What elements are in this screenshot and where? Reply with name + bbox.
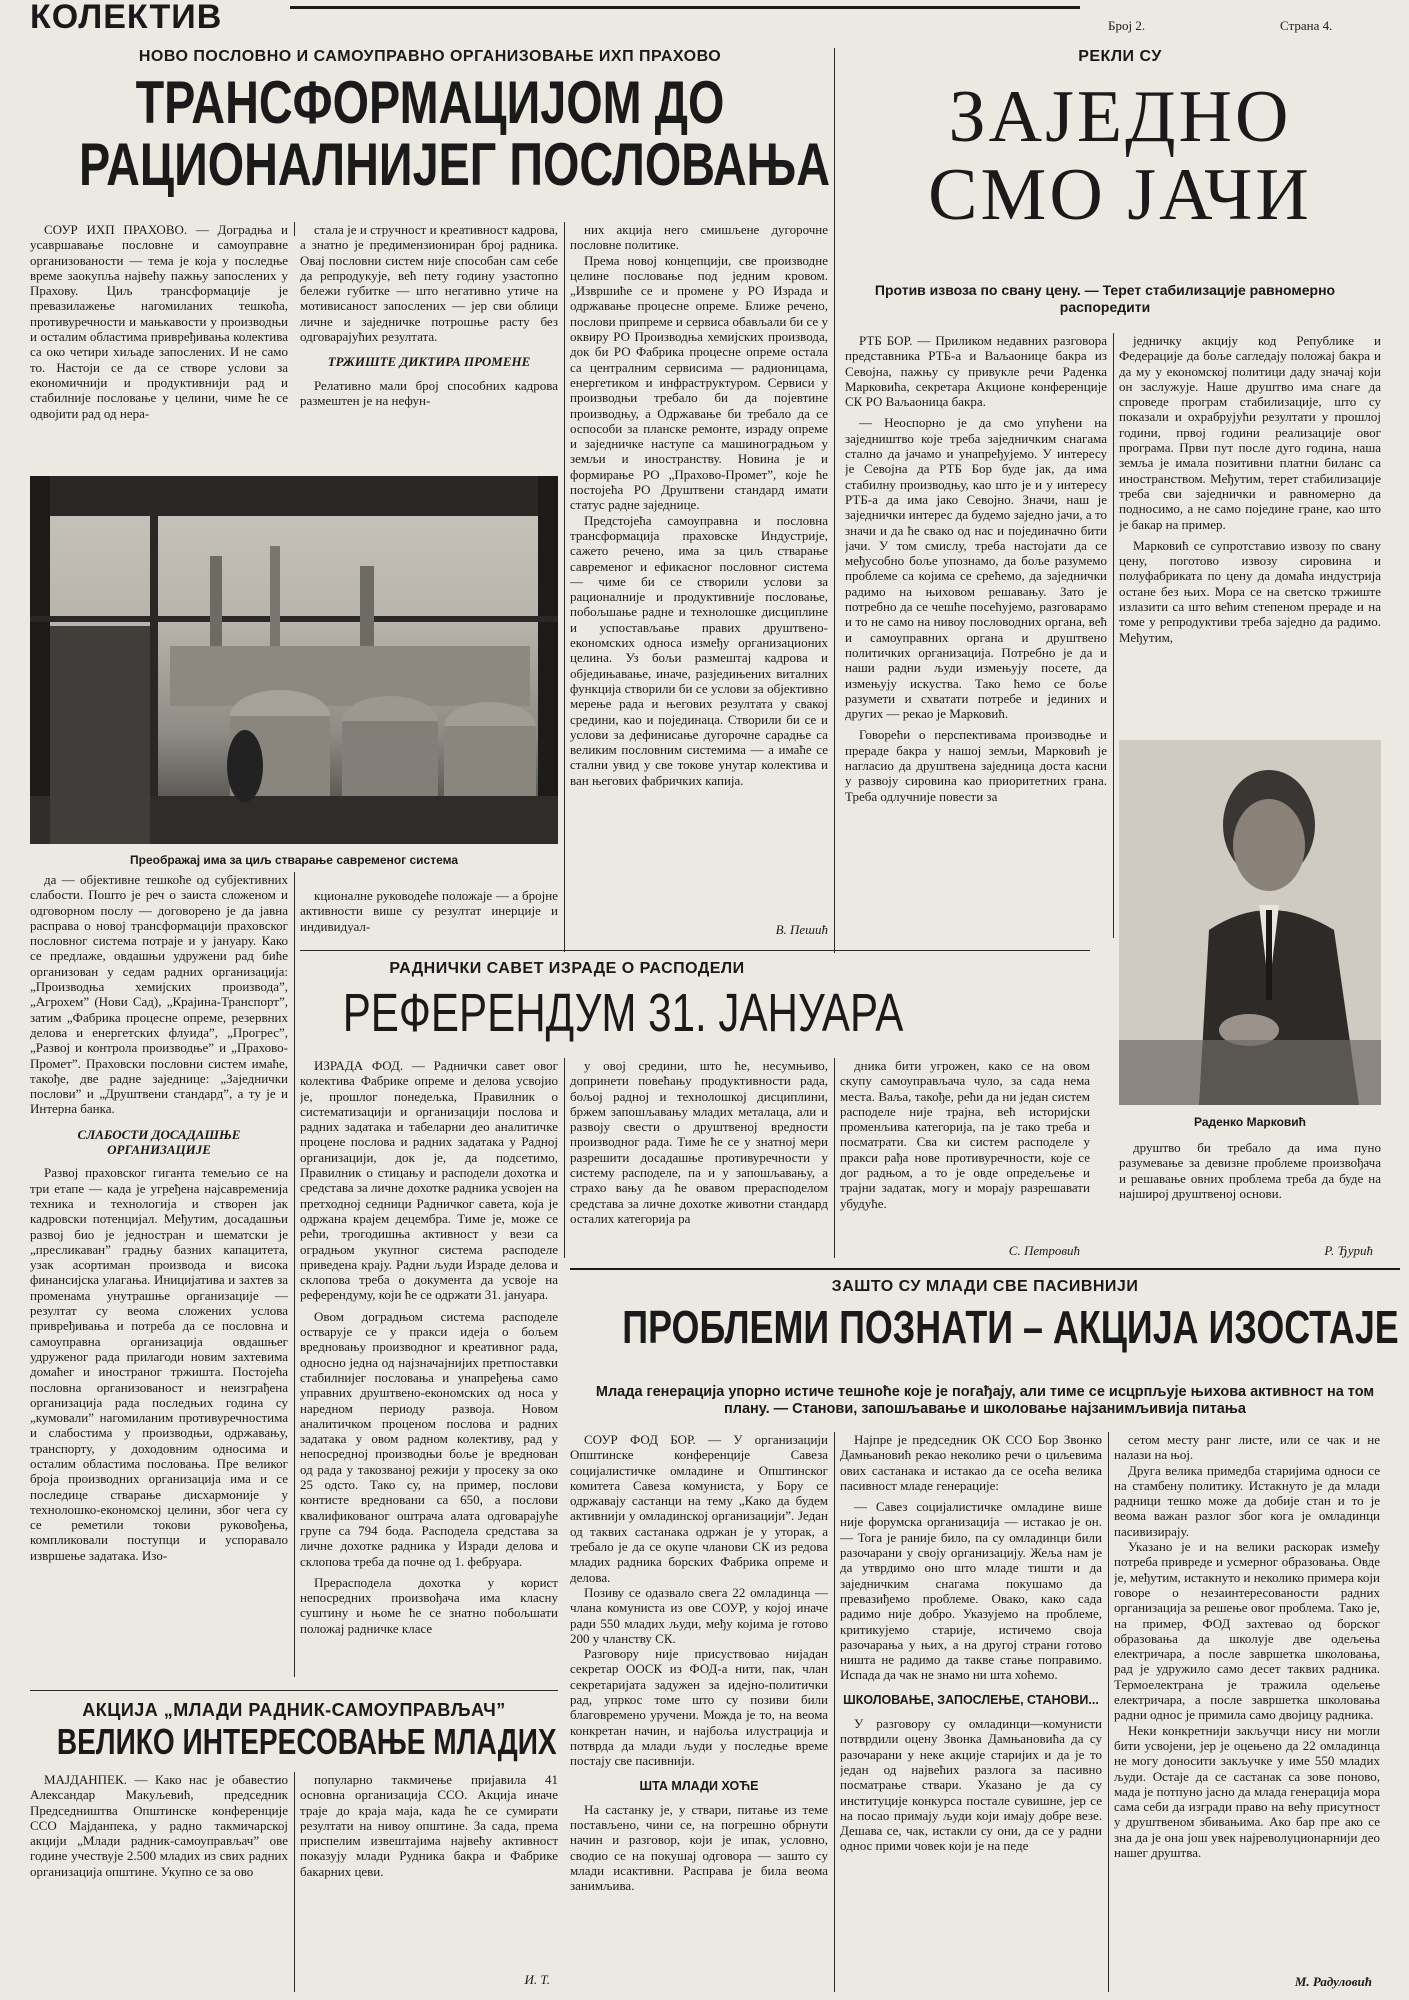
article1-headline-line2: РАЦИОНАЛНИЈЕГ ПОСЛОВАЊА (79, 131, 831, 198)
page-number: Страна 4. (1280, 18, 1333, 33)
article2-column-1: ИЗРАДА ФОД. — Раднички савет овог колектива Фабрике опреме и делова усвојио је, прошлог понедељка, Правилник о систематизацији и организацији послова и радних задатака и табеларни део аналитичке процене послова и радних задатака у Радној организацији, док је, да подсетимо, Правилник о стицању и расподели дохотка и средстава за личне дохотке радника усвојен на претходној седници Радничког савета, која је одржана крајем децембра. Тиме је, може се рећи, трогодишња активност у вези са оградњом укупног система расподеле приведена крају. Радни људи Израде делова и склопова треба о документа да усвоје на референдуму, који ће се одржати 31. јануара. Овом доградњом система расподеле остварује се у пракси идеја о бољем вредновању производног и креативног рада, односно једна од најзначајнијих претпоставки стабилнијег пословања и унапређења само управних друштвено-економских од носа у наредном периоду развоја. Новом аналитичком проценом послова и радних задатака у овом радном колективу, рад у непосредној производњи боље је вреднован од рада у такозваној режији у просеку за око 25 одсто. Тако су, на пример, послови контисте вредновани са 650, а послови квалификованог оштрача алата одговарајуће групе са 794 бода. Расподела средстава за личне дохотке радника у Изради делова и склопова треба да почне од 1. фебруара. Прерасподела дохотка у корист непосредних произвођача има класну суштину и њоме ће се знатно побољшати положај радничке класе (300, 1058, 558, 1636)
portrait-photo (1119, 740, 1381, 1105)
masthead-title: КОЛЕКТИВ (30, 0, 223, 36)
article5-headline: ПРОБЛЕМИ ПОЗНАТИ – АКЦИЈА ИЗОСТАЈЕ (622, 1301, 1399, 1353)
article3-signature: И. Т. (524, 1972, 550, 1987)
article1-signature: В. Пешић (775, 922, 828, 937)
article4-column-1: РТБ БОР. — Приликом недавних разговора представника РТБ-а и Ваљаонице бакра из Севојна, пажњу су привукле речи Раденка Марковића, секретара Акционе конференције СК РО Ваљаоница бакра. — Неоспорно је да смо упућени на заједништво које треба заједничким снагама стално да јачамо и унапређујемо. У интересу је Севојна да РТБ Бор буде јак, да има стабилну производњу, као што је и у интересу РТБ-а да има јако Севојно. Значи, наш је заједнички интерес да будемо заједно јачи, а то значи и да ће свако од нас и појединачно бити јачи. У том смислу, треба настојати да се међусобно боље упознамо, да боље разумемо проблеме са којима се срећемо, да заједнички радимо на њиховом решавању. Зато је потребно да се чешће посећујемо, разговарамо и то не само на нивоу пословодних органа, већ и самоуправних органа и друштвено политичких организација. Потребно је да и наши радни људи измењују посете, да измењују искуства. Тако ћемо се боље разумети и схватати потребе и јединих и других — рекао је Марковић. Говорећи о перспективама производње и прераде бакра у нашој земљи, Марковић је нагласио да друштвена заједница доста касни у развоју сировина као приоритетних грана. Треба одлучније повести за (845, 333, 1107, 804)
column-divider (1108, 1432, 1109, 1992)
article4-photo-caption: Раденко Марковић (1194, 1115, 1306, 1129)
article1-photo-caption: Преображај има за циљ стварање савременог система (129, 853, 459, 867)
article4-column-2-continued: друштво би требало да има пуно разумевање за девизне проблеме произвођача и решавање овних проблема треба да буде на најширој друштвеној основи. (1119, 1140, 1381, 1201)
column-divider (834, 48, 835, 953)
column-divider (294, 222, 295, 236)
article2-headline: РЕФЕРЕНДУМ 31. ЈАНУАРА (342, 983, 904, 1043)
article3-kicker: АКЦИЈА „МЛАДИ РАДНИК-САМОУПРАВЉАЧ” (82, 1700, 506, 1720)
article1-column-2: стала је и стручност и креативност кадрова, а знатно је предимензиониран број радника. Овај пословни систем није способан сам себе да репродукује, већ пету годину узастопно бележи губитке — што негативно утиче на мотивисаност запослених — јер сви облици личне и заједничке потрошње расту без одговарајућих резултата. ТРЖИШТЕ ДИКТИРА ПРОМЕНЕ Релативно мали број способних кадрова размештен је на нефун- (300, 222, 558, 408)
article3-headline: ВЕЛИКО ИНТЕРЕСОВАЊЕ МЛАДИХ (56, 1721, 557, 1762)
article1-continued-column-1: да — објективне тешкоће од субјективних слабости. Пошто је реч о заиста сложеном и одговорном послу — договорено је да јавна расправа о новој трансформацији праховског пословног система потраје и у јануару. Како се предлаже, овдашњи удружени рад биће организован у седам радних организација: „Производња хемијских производа”, „Агрохем” (Нови Сад), „Крајина-Транспорт”, затим „Фабрика процесне опреме, резервних делова и енергетских флуида”, „Прогрес”, „Развој и контрола производње” и „Прахово-Промет”. Праховски пословни систем имаће, такође, две радне заједнице: „Заједнички послови” и „Друштвени стандард”, а ту је и Интерна банка. СЛАБОСТИ ДОСАДАШЊЕ ОРГАНИЗАЦИЈЕ Развој праховског гиганта темељио се на три етапе — када је угређена најсавременија техника и технологија и створен јак кадровски потенцијал. Међутим, досадашњи развој био је једностран и шематски је „пресликаван” градњу базних капацитета, узак асортиман производа и висока финансијска улагања. Иницијатива и захтев за променама унутрашње организације — резултат су веома сложених услова привређивања и потреба да се пословна и самоуправна организација овдашњег удруженог рада прилагоди новим захтевима домаћег и иностраног тржишта. Постојећа пословна организованост и неизграђена организација рада последњих година су „кумовали” нагомиланим противуречностима и слабостима у производњи, одржавању, транспорту, у доходовним односима и осталим областима пословања. Пре великог броја производних организација има и се последице стварање дисхармоније у технолошко-економској целини, због чега су се реметили токови руковођења, компликовали поступци и успоравало извршење задатака. Изо- (30, 872, 288, 1563)
article2-column-3: дника бити угрожен, како се на овом скупу самоуправљача чуло, за сада нема места. Ваља, такође, рећи да ни један систем расподеле није трајна, већ историјски променљива категорија, па је тако треба и посматрати. Сва ки систем расподеле у пракси рађа нове противуречности, које се дог радњом, а то је овде опредељење и трајни задатак, могу и морају разрешавати убудуће. (840, 1058, 1090, 1211)
column-divider (1113, 333, 1114, 938)
column-divider (294, 872, 295, 1677)
section-rule (300, 950, 1090, 951)
article4-signature: Р. Ђурић (1324, 1243, 1373, 1258)
column-divider (564, 222, 565, 952)
article3-column-1: МАЈДАНПЕК. — Како нас је обавестио Александар Макуљевић, председник Председништва Општинске конференције ССО Мајданпека, у радно такмичарској акцији „Млади радник-самоуправљач” ове године учествује 2.500 младих из свих радних организација општине. Укупно се за ово (30, 1772, 288, 1879)
article5-column-1: СОУР ФОД БОР. — У организацији Општинске конференције Савеза социјалистичке омладине и Општинског комитета Савеза комуниста, у Бору се одржавају састанци на тему „Како да будем активнији у омладинској организацији”. Један од таквих састанака одржан је у уторак, а требало је да се окупе чланови СК из редова младих радника борских Фабрика опреме и делова. Позиву се одазвало свега 22 омладинца — члана комуниста из ове СОУР, у којој иначе ради 550 младих људи, међу којима је готово 200 у чланству СК. Разговору није присуствовао нијадан секретар ООСК из ФОД-а нити, пак, члан секретаријата задужен за идејно-политички рад, упркос томе што су позиви били благовремено уручени. Можда је то, на веома конкретан начин, и најбоља илустрација и потврда да млади људи у последње време постају све пасивнији. ШТА МЛАДИ ХОЋЕ На састанку је, у ствари, питање из теме постављено, чини се, на погрешно обрнути начин и разговор, који је ипак, условно, сводио се на покушај одговора — зашто су млади исактивни. Расправа је била веома занимљива. (570, 1432, 828, 1894)
article1-headline-line1: ТРАНСФОРМАЦИЈОМ ДО (135, 69, 725, 136)
article1-column-1: СОУР ИХП ПРАХОВО. — Доградња и усавршавање пословне и самоуправне организованости — тема је која у последње време заокупља највећу пажњу запослених у Прахову. Циљ трансформације је превазилажење нагомиланих тешкоћа, противуречности и мањкавости у производњи и осталим областима привређивања колектива са око четири хиљаде запослених. И не само то. Настоји се да се створе услови за економичнији и продуктивнији рад и стабилније пословање у целини, чиме ће се одвојити рад од нера- (30, 222, 288, 421)
article1-continued-column-2: кционалне руководеће положаје — а бројне активности више су резултат инерције и индивидуал- (300, 888, 558, 934)
article5-signature: М. Радуловић (1294, 1974, 1372, 1989)
article1-photo (30, 476, 558, 844)
column-divider (834, 1058, 835, 1258)
article5-column-3: сетом месту ранг листе, или се чак и не налази на њој. Друга велика примедба старијима односи се на стамбену политику. Истакнуто је да млади радници тешко може да добије стан и то је веома важан разлог због кога је омладинци пасивизирају. Указано је и на велики раскорак између потреба привреде и усмерног образовања. Овде је, међутим, истакнуто и неколико примера који говоре о незаинтересованости радних организација за решење овог проблема. Тако је, на пример, ФОД захтевао од борског образовања да школује две одељења електричара, а после завршетка школовања, рад је удружило само десет таквих радника. Термоелектрана је тражила одељење електричара, а после завршетка школовања радни однос је примила само двојицу радника. Неки конкретнији закључци нису ни могли бити усвојени, јер је оцењено да 22 омладинца не могу доносити закључке у име 550 младих људи. Остаје да се састанак са зове поново, мада је потпуно јасно да млада генерација мора сама себи да изгради право на већу присутност у друштвеном збивањима. Ако бар пре ако се зна да је она још увек најреволуционарнији део нашег друштва. (1114, 1432, 1380, 1861)
article4-headline-line2: СМО ЈАЧИ (928, 154, 1312, 236)
article1-subheading: ТРЖИШТЕ ДИКТИРА ПРОМЕНЕ (327, 354, 531, 370)
column-divider (294, 1772, 295, 1992)
article4-headline (840, 78, 1400, 234)
article1-kicker: НОВО ПОСЛОВНО И САМОУПРАВНО ОРГАНИЗОВАЊЕ ИХП ПРАХОВО (138, 48, 722, 65)
article4-column-2: једничку акцију код Републике и Федерације да боље сагледају положај бакра и да му у економској политици даду значај који он заслужује. Наше друштво има снаге да спроведе програм стабилизације, што су показали и охрабрујући резултати у прошлој години, првој години реализације овог програма. Први пут после дуго година, наша земља је имала позитивни платни биланс са иностранством. Међутим, терет стабилизације треба сви заједнички и равномерно да подносимо, а не само поједине гране, као што је бакар на пример. Марковић се супротставио извозу по свану цену, поготово извозу сировина и полуфабриката по цену да домаћа индустрија остане без њих. Мора се на светско тржиште излазити са што већим степеном прераде и на томе у репродуктиви треба заједно да радимо. Међутим, (1119, 333, 1381, 645)
article3-column-2: популарно такмичење пријавила 41 основна организација ССО. Акција иначе траје до краја маја, када ће се сумирати резултати на нивоу општине. За сада, према приспелим извештајима највећу активност показују млади Рудника бакра и Фабрике бакарних цеви. (300, 1772, 558, 1879)
article1-column-3: них акција него смишљене дугорочне пословне политике. Према новој концепцији, све производне целине пословање под једним кровом. „Извршиће се и промене у РО Израда и одржавање процесне опреме. Ближе речено, послови припреме и сервиса обављали би се у оквиру РО Производња хемијских производа, док би РО Фабрика процесне опреме остала са централним сервисима — радионицама, енергетиком и инфраструктуром. Сервиси у производњи требало би да појевтине производњу, а Одржавање би требало да се оспособи за планске ремонте, израду опреме и заједничке наступе са машиноградњом у земљи и иностранству. Новина је и формирање РО „Прахово-Промет”, које ће постојећа РО Друштвени стандард имати статус радне заједнице. Предстојећа самоуправна и пословна трансформација праховске Индустрије, сажето речено, има за циљ стварање савременог и ефикасног пословног система — чиме би се створили услови за рационалније и продуктивније пословање, побољшање радне и технолошке дисциплине и успостављање правих друштвено-економских односа између организационих целина. Уз бољи размештај кадрова и обједињавање, иначе, разједињених виталних функција створили би се услови за објективно мерење рада и његових резултата у свакој средини, као и појединаца. Створили би се и услови за дефинисање дугорочне сарадње са великим пословним системима — а имаће се стални увид у све токове унутар колектива и ван његових фабричких капија. (570, 222, 828, 788)
article5-subheading-2: ШКОЛОВАЊЕ, ЗАПОСЛЕЊЕ, СТАНОВИ... (843, 1692, 1099, 1707)
section-rule (30, 1690, 558, 1691)
masthead-rule (290, 6, 1080, 9)
issue-number: Број 2. (1108, 18, 1146, 33)
article1-subheading-2: СЛАБОСТИ ДОСАДАШЊЕ ОРГАНИЗАЦИЈЕ (77, 1126, 241, 1158)
section-rule (570, 1268, 1400, 1270)
industrial-plant-photo (30, 476, 558, 844)
column-divider (564, 1058, 565, 1258)
column-divider (834, 1432, 835, 1992)
article4-kicker: РЕКЛИ СУ (1078, 48, 1162, 65)
article4-headline-line1: ЗАЈЕДНО (948, 76, 1292, 158)
article1-headline (79, 69, 831, 198)
article5-column-2: Најпре је председник ОК ССО Бор Звонко Дамњановић рекао неколико речи о циљевима ових састанака и истакао да се осећа велика пасивност младе генерације: — Савез социјалистичке омладине више није форумска организација — истакао је он. — Тога је раније било, па су омладинци били разочарани у своју организацију. Жеља нам је да утврдимо оно што младе тишти и да заједничким снагама покушамо да превазиђемо проблеме. Овако, како сада радимо није добро. Указујемо на проблеме, критикујемо старије, истичемо своја разочарања у њих, а на другој страни готово ништа не радимо да такве стање поправимо. Испада да чак не знамо ни шта хоћемо. ШКОЛОВАЊЕ, ЗАПОСЛЕЊЕ, СТАНОВИ... У разговору су омладинци—комунисти потврдили оцену Звонка Дамњановића да су разочарани у неке акције старијих и да је то један од највећих разлога за пасивно посматрање ствари. Указано је да су институције конкурса постале сувишне, јер се на посао примају људи који имају добре везе. Дешава се, чак, истакли су они, да се у радни однос прими човек који је на педе (840, 1432, 1102, 1854)
article5-kicker: ЗАШТО СУ МЛАДИ СВЕ ПАСИВНИЈИ (831, 1278, 1139, 1295)
article5-lead: Млада генерација упорно истиче тешноће које је погађају, али тиме се исцрпљује њихова активност на том плану. — Станови, запошљавање и школовање најзанимљивија питања (595, 1384, 1375, 1417)
article2-column-2: у овој средини, што ће, несумњиво, допринети повећању продуктивности рада, бољој радној и технолошкој дисциплини, бржем запошљавању младих металаца, али и развоју свести о друштвеној вредности производног рада. Тиме ће се у знатној мери разрешити досадашње противуречности у систему расподеле, па и у запошљавању, а страхо вању да ће овавом прерасподелом средстава за личне дохотке животни стандард осталих категорија ра (570, 1058, 828, 1226)
article2-kicker: РАДНИЧКИ САВЕТ ИЗРАДЕ О РАСПОДЕЛИ (389, 960, 745, 977)
article5-subheading-1: ШТА МЛАДИ ХОЋЕ (639, 1778, 759, 1793)
article2-signature: С. Петровић (1008, 1243, 1080, 1258)
article4-lead: Против извоза по свану цену. — Терет стабилизације равномерно распоредити (874, 282, 1336, 315)
article4-photo (1119, 740, 1381, 1105)
